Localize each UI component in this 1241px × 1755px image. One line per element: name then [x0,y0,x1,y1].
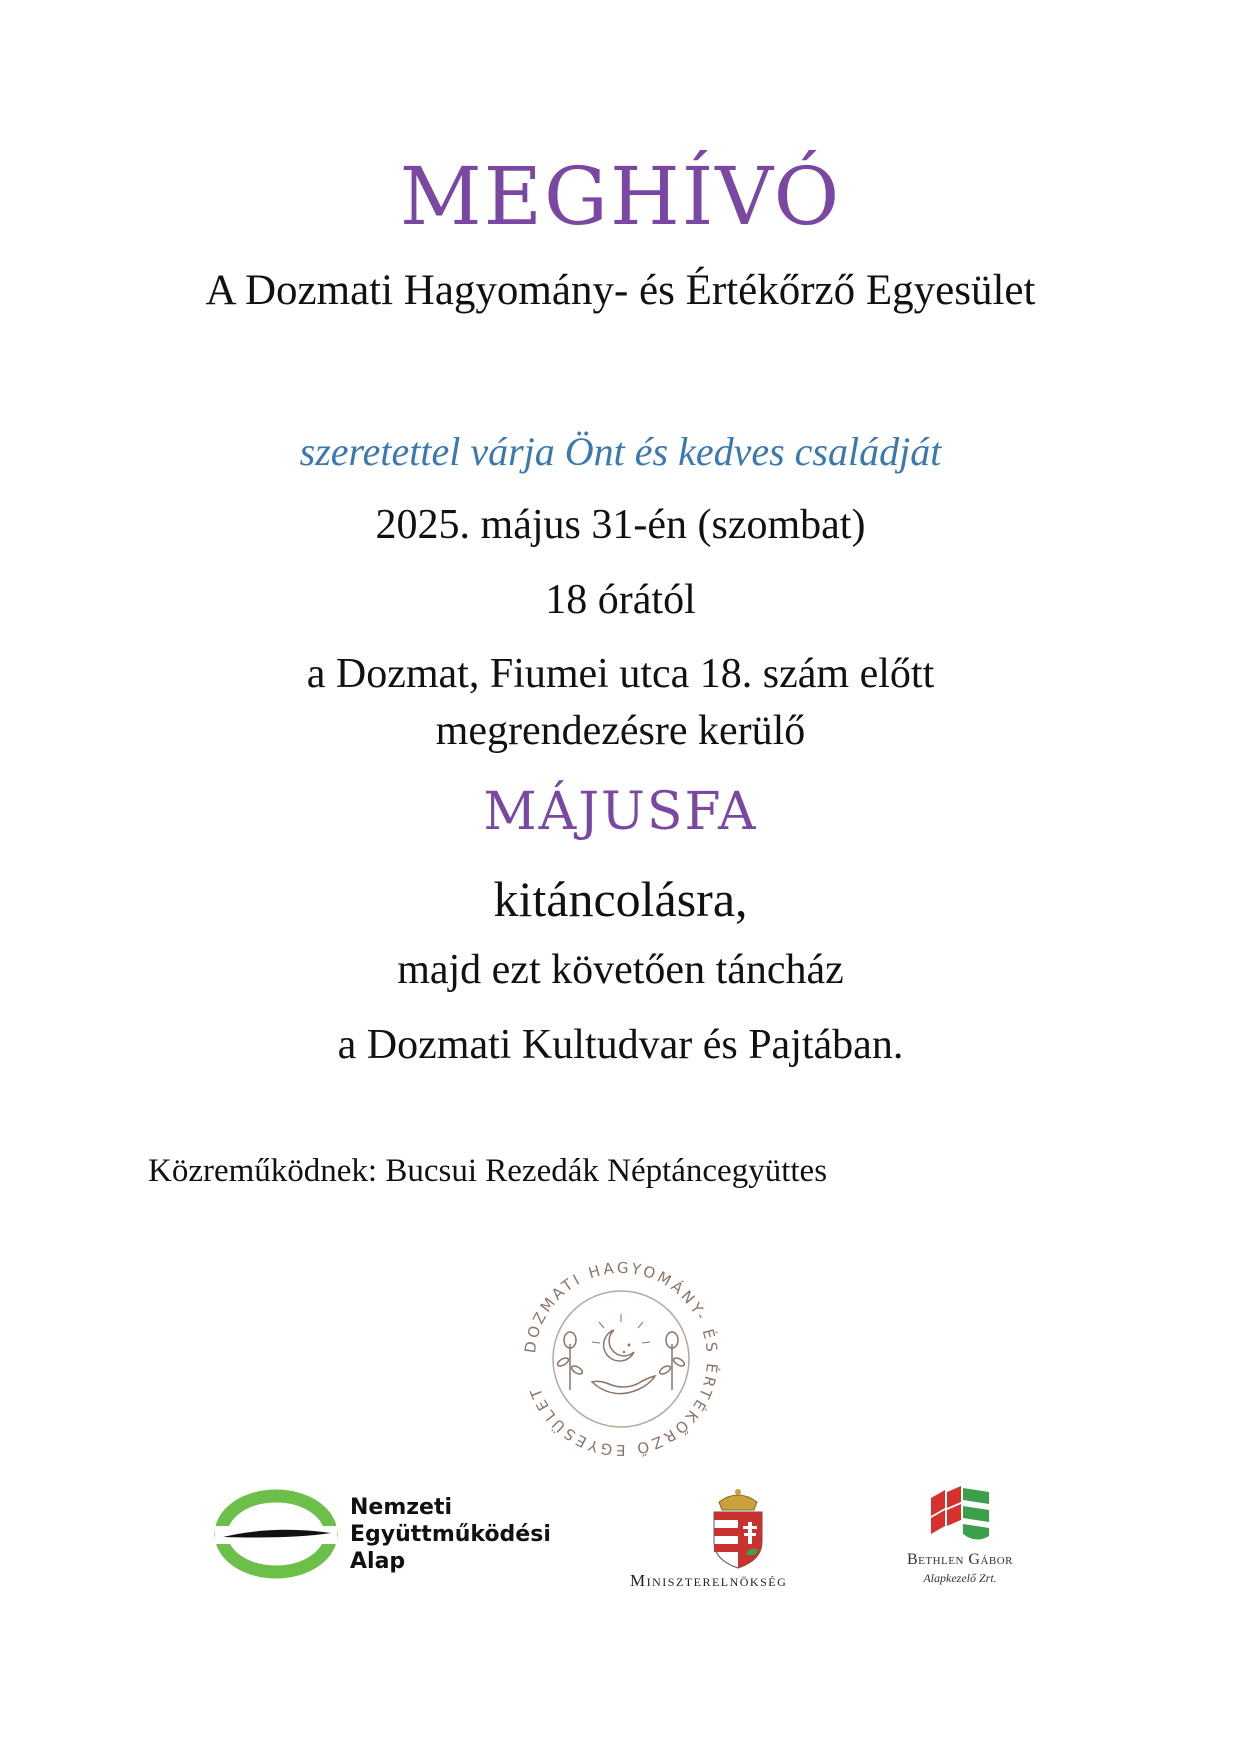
sun-rays-icon [592,1314,650,1343]
bga-logo-icon [927,1486,993,1546]
flower-icon-right [658,1332,685,1390]
bga-subtitle: Alapkezelő Zrt. [923,1571,997,1585]
activity-text: kitáncolásra, [493,871,748,927]
nea-line-3: Alap [350,1549,406,1574]
followup-text: majd ezt követően táncház [397,947,844,993]
event-time: 18 órától [545,577,696,623]
nea-line-1: Nemzeti [350,1495,453,1520]
ministry-label: Miniszterelnökség [630,1571,788,1590]
association-logo [514,1252,728,1466]
followup-place: a Dozmati Kultudvar és Pajtában. [337,1022,904,1068]
bga-name: Bethlen Gábor [906,1551,1014,1568]
venue-line-1: a Dozmat, Fiumei utca 18. szám előtt [306,651,935,697]
invite-line: szeretettel várja Önt és kedves családját [299,429,942,474]
event-name: MÁJUSFA [483,782,758,842]
hungarian-crest-icon [709,1484,767,1570]
invitation-title: MEGHÍVÓ [399,150,842,243]
venue-line-2: megrendezésre kerülő [435,708,806,754]
hand-icon [592,1376,655,1394]
nea-logo-text [350,1494,551,1575]
flower-icon-left [556,1332,583,1390]
event-date: 2025. május 31-én (szombat) [375,502,866,548]
svg-text:DOZMATI HAGYOMÁNY- ÉS ÉRTÉKŐRZ [521,1259,722,1460]
contributors-text: Közreműködnek: Bucsui Rezedák Néptáncegyüttes [148,1153,828,1189]
association-ring-text: DOZMATI HAGYOMÁNY- ÉS ÉRTÉKŐRZŐ EGYESÜLET [521,1258,722,1460]
nea-logo-icon [211,1487,341,1582]
nea-line-2: Együttműködési [350,1522,551,1547]
organizer-name: A Dozmati Hagyomány- és Értékőrző Egyesület [205,267,1036,314]
